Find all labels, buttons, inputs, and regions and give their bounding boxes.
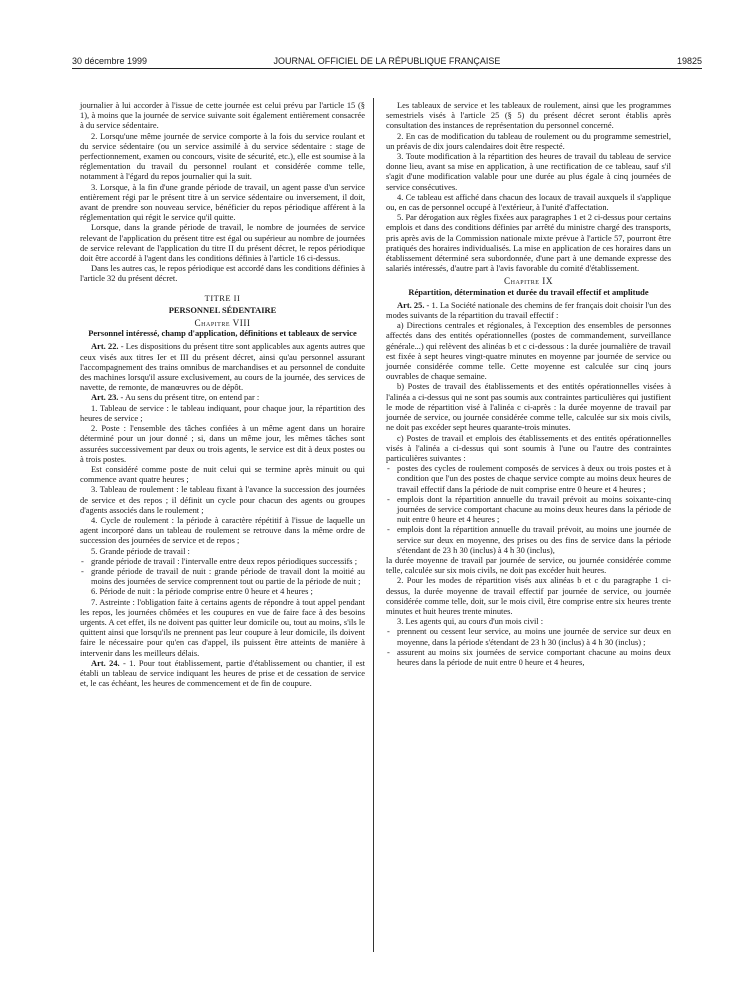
chapter-subheading: Personnel intéressé, champ d'application, définitions et tableaux de service [88, 328, 357, 339]
paragraph: journalier à lui accorder à l'issue de cette journée est celui prévu par l'article 15 (§ 1), à moins que la journée de service suivante soit également entièrement consacrée à du service sédentaire. [80, 100, 365, 131]
header-date: 30 décembre 1999 [72, 56, 148, 66]
article-text: - 1. Pour tout établissement, partie d'établissement ou chantier, il est établi un tableau de service indiquant les heures de prise et de cessation de service et, le cas échéant, les heures de commencement et de fin de coupure. [80, 657, 365, 689]
list-item: - postes des cycles de roulement composés de services à deux ou trois postes et à condition que l'un des postes de chaque service compte au moins deux heures de travail effectif dans la période de nuit comprise entre 0 heure et 4 heures ; [386, 463, 671, 494]
list-item: - prennent ou cessent leur service, au moins une journée de service sur deux en moyenne, dans la période s'étendant de 23 h 30 (inclus) à 4 h 30 (inclus) ; [386, 626, 671, 646]
dash-list [386, 463, 671, 555]
chapter-subheading: Répartition, détermination et durée du travail effectif et amplitude [408, 286, 649, 297]
paragraph: 2. En cas de modification du tableau de roulement ou du programme semestriel, un préavis de dix jours calendaires doit être respecté. [386, 130, 671, 151]
article-label: Art. 24. [91, 657, 120, 668]
article-24 [80, 658, 365, 689]
article-23 [80, 392, 365, 402]
article-label: Art. 22. [91, 341, 119, 352]
title-heading: TITRE II [204, 292, 241, 303]
article-25 [386, 300, 671, 320]
right-column [386, 100, 671, 667]
left-column [80, 100, 365, 688]
header-journal-title: JOURNAL OFFICIEL DE LA RÉPUBLIQUE FRANÇAISE [273, 56, 501, 66]
paragraph: 5. Par dérogation aux règles fixées aux paragraphes 1 et 2 ci-dessus pour certains emplois et dans des conditions définies par arrêté du ministre chargé des transports, pris après avis de la Commission nationale mixte prévue à l'article 57, pourront être pratiqués des horaires individualisés. La mise en application de ces horaires dans un établissement déterminé sera subordonnée, d'une part à une demande expresse des salariés intéressés, d'autre part à l'avis favorable du comité d'établissement. [386, 212, 671, 274]
paragraph: 3. Toute modification à la répartition des heures de travail du tableau de service donne lieu, avant sa mise en application, à une rectification de ce tableau, sauf s'il s'agit d'une modification valable pour une durée au plus égale à cinq journées de service consécutives. [386, 151, 671, 192]
paragraph: Lorsque, dans la grande période de travail, le nombre de journées de service relevant de l'application du présent titre est égal ou supérieur au nombre de journées de service relevant de l'application du titre II du présent décret, le repos périodique doit être accordé à l'agent dans les conditions définies à l'article 16 ci-dessus. [80, 222, 365, 264]
list-item: - emplois dont la répartition annuelle du travail prévoit, au moins une journée de service sur deux en moyenne, des prises ou des fins de service dans la période s'étendant de 23 h 30 (inclus) à 4 h 30 (inclus), [386, 524, 671, 555]
article-text: - Au sens du présent titre, on entend par : [118, 392, 260, 403]
dash-list [386, 626, 671, 667]
paragraph: 2. Pour les modes de répartition visés aux alinéas b et c du paragraphe 1 ci-dessus, la durée moyenne de travail effectif par journée de service, ou journée considérée comme telle, doit, sur le mois civil, être comprise entre six heures trente minutes et huit heures trente minutes. [386, 575, 671, 616]
paragraph: b) Postes de travail des établissements et des entités opérationnelles visées à l'alinéa a ci-dessus qui ne sont pas soumis aux contraintes particulières qui justifient le mode de répartition visé à l'alinéa c ci-après : la durée moyenne de travail par journée de service, ou journée considérée comme telle, calculée sur six mois civils, ne doit pas excéder sept heures quarante-trois minutes. [386, 381, 671, 433]
list-item: - assurent au moins six journées de service comportant chacune au moins deux heures dans la période de nuit entre 0 heure et 4 heures, [386, 647, 671, 667]
article-22 [80, 341, 365, 392]
section-heading: PERSONNEL SÉDENTAIRE [168, 304, 277, 315]
paragraph: Les tableaux de service et les tableaux de roulement, ainsi que les programmes semestriels visés à l'article 25 (§ 5) du présent décret seront établis après consultation des instances de représentation du personnel concerné. [386, 100, 671, 131]
paragraph: Dans les autres cas, le repos périodique est accordé dans les conditions définies à l'article 32 du présent décret. [80, 263, 365, 284]
page-header [72, 54, 702, 68]
paragraph: 4. Ce tableau est affiché dans chacun des locaux de travail auxquels il s'applique ou, en cas de personnel occupé à l'extérieur, à l'unité d'affectation. [386, 191, 671, 213]
paragraph: c) Postes de travail et emplois des établissements et des entités opérationnelles visés à l'alinéa a ci-dessus qui sont soumis à l'une ou l'autre des contraintes particulières suivantes : [386, 432, 671, 463]
paragraph: 2. Lorsqu'une même journée de service comporte à la fois du service roulant et du service sédentaire (ou un service assimilé à du service sédentaire : stage de perfectionnement, examen ou concours, visite de sécurité, etc.), elle est soumise à la réglementation du travail du personnel roulant et considérée comme telle, notamment à l'égard du repos journalier qui la suit. [80, 130, 365, 182]
chapter-heading: Chapitre IX [504, 276, 553, 287]
paragraph: a) Directions centrales et régionales, à l'exception des ensembles de personnes affectés dans des entités opérationnelles (postes de commandement, surveillance générale...) qui relèvent des alinéas b et c ci-dessous : la durée journalière de travail est fixée à sept heures vingt-quatre minutes en moyenne par journée de service ou journée considérée comme telle. Cette moyenne est calculée sur cinq jours ouvrables de chaque semaine. [386, 320, 671, 382]
list-item: - grande période de travail de nuit : grande période de travail dont la moitié au moins des journées de service comprennent tout ou partie de la période de nuit ; [80, 566, 365, 586]
article-text: - Les dispositions du présent titre sont applicables aux agents autres que ceux visés aux titres Ier et III du présent décret, ainsi qu'au personnel assurant l'accompagnement des trains omnibus de marchandises et au personnel de conduite des machines lorsqu'il assure exclusivement, au cours de la journée, des services de navette, de remonte, de manœuvres ou de dépôt. [80, 341, 365, 393]
article-text: - 1. La Société nationale des chemins de fer français doit choisir l'un des modes suivants de la répartition du travail effectif : [386, 299, 671, 321]
paragraph: la durée moyenne de travail par journée de service, ou journée considérée comme telle, calculée sur six mois civils, ne doit pas excéder huit heures. [386, 554, 671, 576]
definition: Est considéré comme poste de nuit celui qui se termine après minuit ou qui commence avant quatre heures ; [80, 463, 365, 485]
list-item: - grande période de travail : l'intervalle entre deux repos périodiques successifs ; [80, 556, 365, 566]
article-label: Art. 25. [397, 299, 425, 310]
chapter-heading: Chapitre VIII [194, 318, 251, 329]
definition: 5. Grande période de travail : [91, 545, 190, 556]
paragraph: 3. Lorsque, à la fin d'une grande période de travail, un agent passe d'un service entièrement régi par le présent titre à un service sédentaire ou inversement, il doit, avant de prendre son nouveau service, bénéficier du repos périodique afférent à la réglementation qui régit le service qu'il quitte. [80, 181, 365, 223]
header-page-number: 19825 [676, 56, 702, 66]
paragraph: 3. Les agents qui, au cours d'un mois civil : [397, 616, 544, 627]
column-divider [373, 98, 374, 952]
definition: 3. Tableau de roulement : le tableau fixant à l'avance la succession des journées de service et des repos ; il définit un cycle pour chacun des agents ou groupes d'agents associés dans le roulement ; [80, 484, 365, 515]
header-rule [72, 68, 702, 69]
definition: 6. Période de nuit : la période comprise entre 0 heure et 4 heures ; [91, 586, 313, 597]
dash-list [80, 556, 365, 587]
definition: 1. Tableau de service : le tableau indiquant, pour chaque jour, la répartition des heures de service ; [80, 402, 365, 423]
list-item: - emplois dont la répartition annuelle du travail prévoit au moins soixante-cinq journées de service comportant chacune au moins deux heures dans la période de nuit entre 0 heure et 4 heures ; [386, 494, 671, 525]
definition: 7. Astreinte : l'obligation faite à certains agents de répondre à tout appel pendant les repos, les journées chômées et les coupures en vue de faire face à des besoins urgents. A cet effet, ils ne doivent pas quitter leur domicile ou, tout au moins, s'ils le quittent ainsi que lorsqu'ils ne prennent pas leur coupure à leur domicile, ils doivent faire le nécessaire pour qu'en cas d'appel, ils puissent être atteints de manière à intervenir dans les meilleurs délais. [80, 596, 365, 658]
definition: 2. Poste : l'ensemble des tâches confiées à un même agent dans un horaire déterminé pour un jour donné ; si, dans un même jour, les mêmes tâches sont assurées successivement par deux ou trois agents, le service est dit à deux postes ou à trois postes. [80, 423, 365, 464]
article-label: Art. 23. [91, 392, 119, 403]
definition: 4. Cycle de roulement : la période à caractère répétitif à l'issue de laquelle un agent incorporé dans un tableau de roulement se retrouve dans la même ordre de succession des journées de service et de repos ; [80, 514, 365, 546]
